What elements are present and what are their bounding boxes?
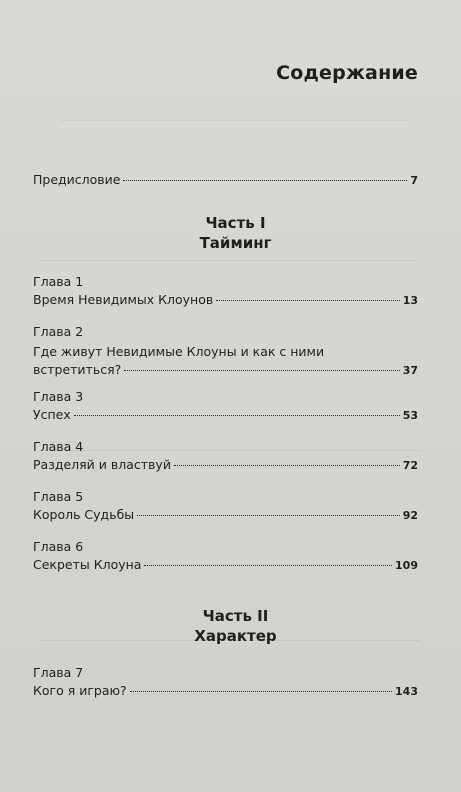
chapter-label: Глава 2 [33, 324, 84, 339]
toc-entry-chapter[interactable] [33, 437, 418, 477]
page-number: 37 [402, 364, 418, 377]
entry-title: Кого я играю? [33, 683, 127, 698]
page-number: 92 [402, 509, 418, 522]
dot-leader [130, 691, 392, 692]
toc-entry-preface[interactable] [33, 172, 418, 192]
dot-leader [216, 300, 399, 301]
page-number: 72 [402, 459, 418, 472]
dot-leader [123, 180, 407, 181]
bleed-through-line [40, 260, 420, 261]
page-number: 143 [395, 685, 418, 698]
part-name: Характер [194, 627, 277, 645]
entry-title: Предисловие [33, 172, 121, 187]
page-number: 53 [402, 409, 418, 422]
chapter-label: Глава 3 [33, 389, 84, 404]
toc-entry-chapter[interactable] [33, 487, 418, 527]
part-label: Часть I [205, 214, 266, 232]
entry-title: Секреты Клоуна [33, 557, 142, 572]
page-number: 7 [410, 174, 418, 187]
dot-leader [174, 465, 400, 466]
chapter-label: Глава 5 [33, 489, 84, 504]
entry-title: Разделяй и властвуй [33, 457, 171, 472]
dot-leader [74, 415, 400, 416]
page-number: 109 [395, 559, 418, 572]
part-heading [150, 213, 321, 253]
entry-title: Время Невидимых Клоунов [33, 292, 214, 307]
toc-entry-chapter[interactable] [33, 387, 418, 427]
part-heading [150, 606, 321, 646]
entry-title: Король Судьбы [33, 507, 135, 522]
toc-entry-chapter[interactable] [33, 663, 418, 703]
part-label: Часть II [202, 607, 269, 625]
toc-entry-chapter[interactable] [33, 322, 418, 382]
entry-title-line: Где живут Невидимые Клоуны и как с ними [33, 344, 325, 359]
entry-title-line: встретиться? [33, 362, 122, 377]
page-number: 13 [402, 294, 418, 307]
contents-title: Содержание [276, 62, 418, 84]
dot-leader [124, 370, 399, 371]
chapter-label: Глава 4 [33, 439, 84, 454]
dot-leader [144, 565, 392, 566]
chapter-label: Глава 1 [33, 274, 84, 289]
dot-leader [137, 515, 400, 516]
entry-title: Успех [33, 407, 71, 422]
chapter-label: Глава 7 [33, 665, 84, 680]
toc-entry-chapter[interactable] [33, 272, 418, 312]
bleed-through-line [60, 120, 410, 121]
chapter-label: Глава 6 [33, 539, 84, 554]
part-name: Тайминг [199, 234, 272, 252]
toc-entry-chapter[interactable] [33, 537, 418, 577]
